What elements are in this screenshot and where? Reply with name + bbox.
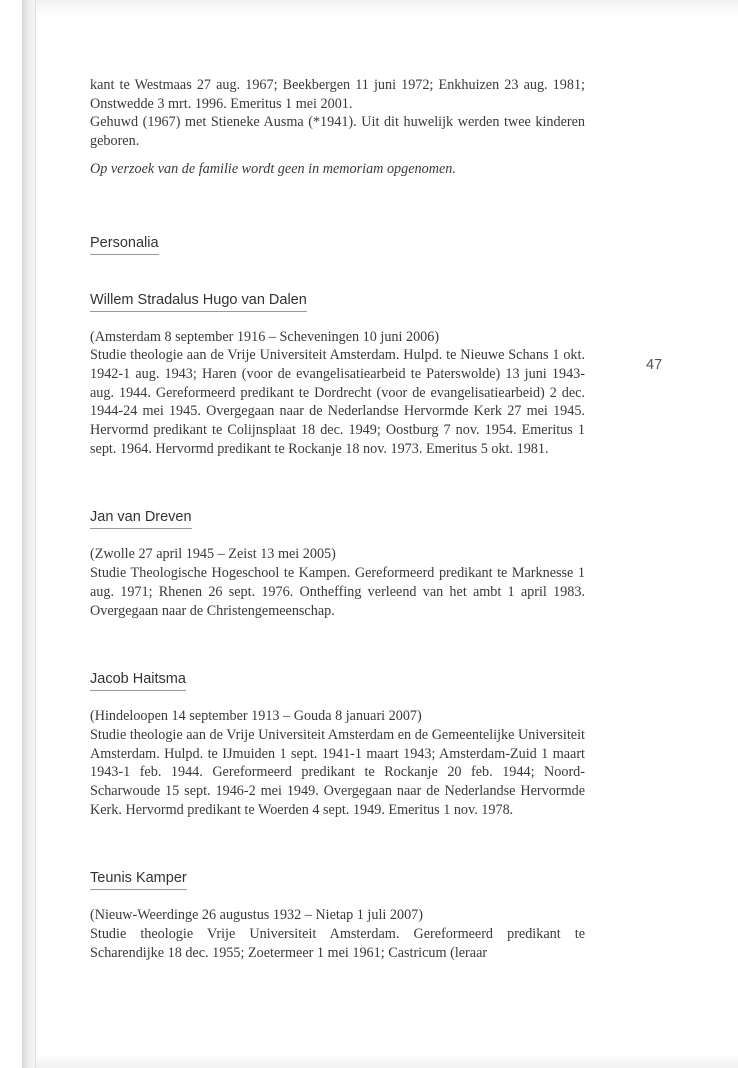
person-biography: Studie Theologische Hogeschool te Kampen. Gereformeerd predikant te Marknesse 1 aug. 1971; Rhenen 26 sept. 1976. Ontheffing verleend van het ambt 1 april 1983. Overgegaan naar de Christengemeenschap. — [90, 565, 585, 619]
person-dates: (Hindeloopen 14 september 1913 – Gouda 8 januari 2007) — [90, 708, 422, 725]
person-name: Jan van Dreven — [90, 509, 192, 529]
section-title-personalia: Personalia — [90, 235, 159, 255]
personalia-entry — [90, 670, 585, 819]
page-number: 47 — [646, 357, 663, 373]
page-top-shadow — [36, 0, 738, 16]
person-name: Jacob Haitsma — [90, 671, 186, 691]
book-spine-shadow — [22, 0, 36, 1068]
person-biography: Studie theologie aan de Vrije Universiteit Amsterdam. Hulpd. te Nieuwe Schans 1 okt. 1942-1 aug. 1943; Haren (voor de evangelisatiearbeid te Paterswolde) 13 juni 1943-aug. 1944. Gereformeerd predikant te Dordrecht (voor de evangelisatiearbeid) 2 dec. 1944-24 mei 1945. Overgegaan naar de Nederlandse Hervormde Kerk 27 mei 1945. Hervormd predikant te Colijnsplaat 18 dec. 1949; Oostburg 7 nov. 1954. Emeritus 1 sept. 1964. Hervormd predikant te Rockanje 18 nov. 1973. Emeritus 5 okt. 1981. — [90, 347, 585, 457]
person-name: Teunis Kamper — [90, 870, 187, 890]
page-body — [90, 76, 585, 963]
person-dates: (Nieuw-Weerdinge 26 augustus 1932 – Nietap 1 juli 2007) — [90, 907, 423, 924]
memoriam-note: Op verzoek van de familie wordt geen in memoriam opgenomen. — [90, 160, 456, 177]
person-name: Willem Stradalus Hugo van Dalen — [90, 292, 307, 312]
intro-paragraph-1: kant te Westmaas 27 aug. 1967; Beekbergen 11 juni 1972; Enkhuizen 23 aug. 1981; Onstwedde 3 mrt. 1996. Emeritus 1 mei 2001. — [90, 77, 585, 112]
person-dates: (Amsterdam 8 september 1916 – Scheveningen 10 juni 2006) — [90, 328, 440, 345]
book-spine-edge — [35, 0, 36, 1068]
person-biography: Studie theologie Vrije Universiteit Amsterdam. Gereformeerd predikant te Scharendijke 18 dec. 1955; Zoetermeer 1 mei 1961; Castricum (leraar — [90, 926, 585, 961]
personalia-entry — [90, 869, 585, 962]
page-bottom-shadow — [36, 1054, 738, 1068]
personalia-entry — [90, 291, 585, 459]
personalia-entry — [90, 508, 585, 620]
intro-paragraph-2: Gehuwd (1967) met Stieneke Ausma (*1941). Uit dit huwelijk werden twee kinderen geboren. — [90, 114, 585, 150]
person-dates: (Zwolle 27 april 1945 – Zeist 13 mei 2005) — [90, 546, 336, 563]
person-biography: Studie theologie aan de Vrije Universiteit Amsterdam en de Gemeentelijke Universiteit Amsterdam. Hulpd. te IJmuiden 1 sept. 1941-1 maart 1943; Amsterdam-Zuid 1 maart 1943-1 feb. 1944. Gereformeerd predikant te Rockanje 20 feb. 1944; Noord-Scharwoude 15 sept. 1946-2 mei 1949. Overgegaan naar de Nederlandse Hervormde Kerk. Hervormd predikant te Woerden 4 sept. 1949. Emeritus 1 nov. 1978. — [90, 726, 585, 818]
